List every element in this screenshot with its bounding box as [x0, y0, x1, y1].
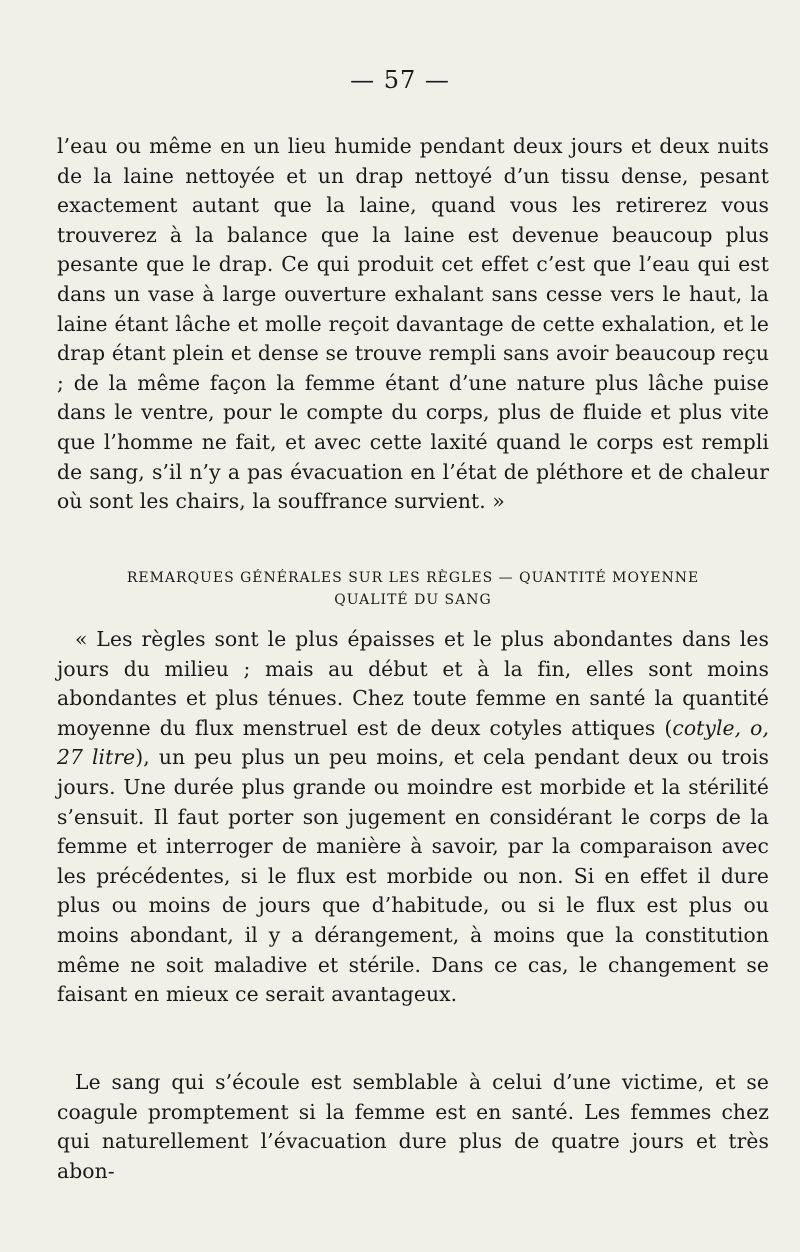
- paragraph-1: [57, 132, 769, 517]
- paragraph-3: [57, 1068, 769, 1186]
- paragraph-1-text: l’eau ou même en un lieu humide pendant deux jours et deux nuits de la laine nettoyée et un drap nettoyé d’un tissu dense, pesant exactement autant que la laine, quand vous les retirerez vous trouverez à la balance que la laine est devenue beaucoup plus pesante que le drap. Ce qui produit cet effet c’est que l’eau qui est dans un vase à large ouverture exhalant sans cesse vers le haut, la laine étant lâche et molle reçoit davantage de cette exhalation, et le drap étant plein et dense se trouve rempli sans avoir beaucoup reçu ; de la même façon la femme étant d’une nature plus lâche puise dans le ventre, pour le compte du corps, plus de fluide et plus vite que l’homme ne fait, et avec cette laxité quand le corps est rempli de sang, s’il n’y a pas évacuation en l’état de pléthore et de chaleur où sont les chairs, la souffrance survient. »: [57, 134, 769, 514]
- section-heading-line-1: REMARQUES GÉNÉRALES SUR LES RÈGLES — QUANTITÉ MOYENNE: [126, 570, 700, 586]
- paragraph-2: [57, 625, 769, 1010]
- paragraph-3-text: Le sang qui s’écoule est semblable à celui d’une victime, et se coagule promptement si la femme est en santé. Les femmes chez qui naturellement l’évacuation dure plus de quatre jours et très abon-: [57, 1070, 769, 1183]
- section-heading-line-2: QUALITÉ DU SANG: [334, 592, 492, 608]
- section-heading: [57, 567, 769, 611]
- paragraph-2-start: « Les règles sont le plus épaisses et le plus abondantes dans les jours du milieu ; mais au début et à la fin, elles sont moins abondantes et plus ténues. Chez toute femme en santé la quantité moyenne du flux menstruel est de deux cotyles attiques (: [57, 627, 769, 740]
- paragraph-2-end: ), un peu plus un peu moins, et cela pendant deux ou trois jours. Une durée plus grande ou moindre est morbide et la stérilité s’ensuit. Il faut porter son jugement en considérant le corps de la femme et interroger de manière à savoir, par la comparaison avec les précédentes, si le flux est morbide ou non. Si en effet il dure plus ou moins de jours que d’habitude, ou si le flux est plus ou moins abondant, il y a dérangement, à moins que la constitution même ne soit maladive et stérile. Dans ce cas, le changement se faisant en mieux ce serait avantageux.: [57, 745, 770, 1007]
- paragraph-2-text: [57, 625, 769, 1010]
- page-number: — 57 —: [350, 66, 450, 94]
- paragraph-2-italic: cotyle, o, 27 litre: [57, 715, 770, 770]
